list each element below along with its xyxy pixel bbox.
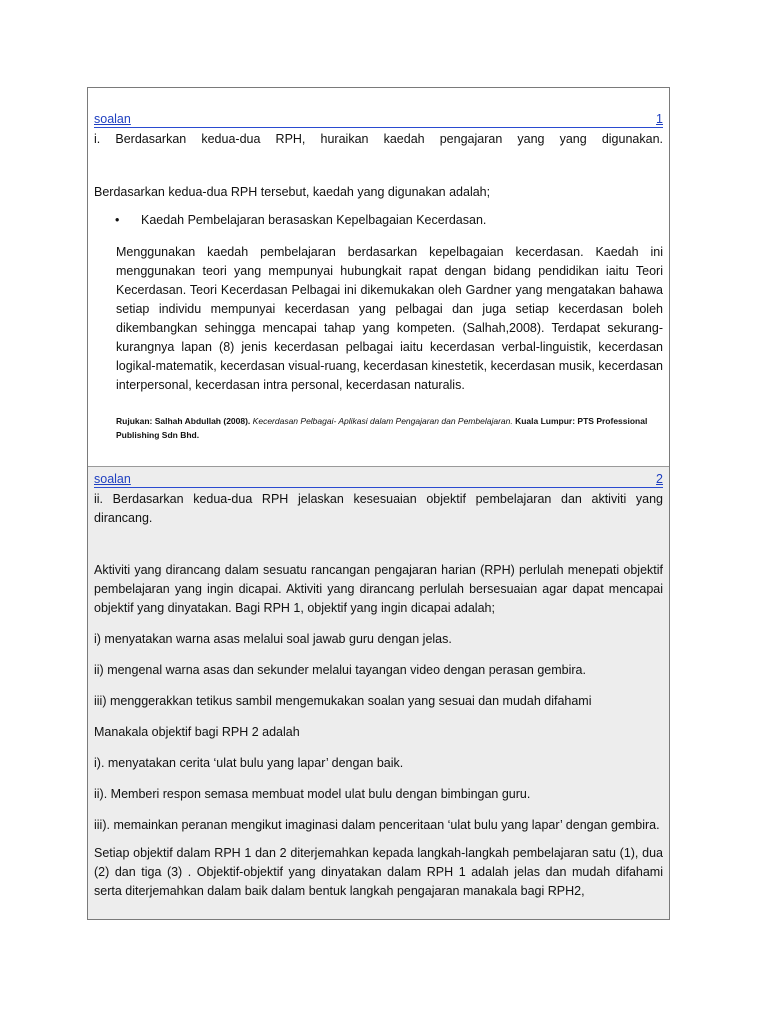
question-section-1 (88, 88, 669, 466)
objective-item: iii) menggerakkan tetikus sambil mengemukakan soalan yang sesuai dan mudah difahami (94, 694, 592, 708)
objective-item: i). menyatakan cerita ‘ulat bulu yang lapar’ dengan baik. (94, 756, 404, 770)
body-paragraph: Menggunakan kaedah pembelajaran berdasarkan kepelbagaian kecerdasan. Kaedah ini menggunakan teori yang mempunyai hubungkait rapat dengan bidang pendidikan iaitu Teori Kecerdasan. Teori Kecerdasan Pelbagai ini dikemukakan oleh Gardner yang mengatakan bahawa setiap individu mempunyai kecerdasan yang pelbagai dan juga setiap kecerdasan boleh dikembangkan sehingga mencapai tahap yang kompeten. (Salhah,2008). Terdapat sekurang-kurangnya lapan (8) jenis kecerdasan pelbagai iaitu kecerdasan verbal-linguistik, kecerdasan logikal-matematik, kecerdasan visual-ruang, kecerdasan kinestetik, kecerdasan musik, kecerdasan interpersonal, kecerdasan intra personal, kecerdasan naturalis. (116, 245, 663, 392)
reference-publisher: Kuala Lumpur: PTS Professional Publishing Sdn Bhd. (116, 416, 648, 440)
heading-number[interactable]: 2 (656, 472, 663, 486)
rph2-intro: Manakala objektif bagi RPH 2 adalah (94, 725, 300, 739)
reference-lead: Rujukan: Salhah Abdullah (2008). (116, 416, 251, 426)
heading-label[interactable]: soalan (94, 472, 131, 486)
section-heading-2 (94, 472, 663, 488)
document-page (87, 87, 670, 920)
question-text: ii. Berdasarkan kedua-dua RPH jelaskan kesesuaian objektif pembelajaran dan aktiviti yang dirancang. (94, 492, 663, 525)
question-text: i. Berdasarkan kedua-dua RPH, huraikan kaedah pengajaran yang yang digunakan. (94, 132, 663, 146)
objective-item: i) menyatakan warna asas melalui soal jawab guru dengan jelas. (94, 632, 452, 646)
reference-title: Kecerdasan Pelbagai- Aplikasi dalam Pengajaran dan Pembelajaran. (252, 416, 513, 426)
bullet-item (94, 211, 663, 230)
objective-item: ii). Memberi respon semasa membuat model ulat bulu dengan bimbingan guru. (94, 787, 531, 801)
body-paragraph: Aktiviti yang dirancang dalam sesuatu rancangan pengajaran harian (RPH) perlulah menepati objektif pembelajaran yang ingin dicapai. Aktiviti yang dirancang perlulah bersesuaian agar dapat mencapai objektif yang dinyatakan. Bagi RPH 1, objektif yang ingin dicapai adalah; (94, 563, 663, 615)
section-heading-1 (94, 112, 663, 128)
heading-label[interactable]: soalan (94, 112, 131, 126)
bullet-dot-icon: • (115, 213, 120, 227)
intro-text: Berdasarkan kedua-dua RPH tersebut, kaedah yang digunakan adalah; (94, 185, 491, 199)
objective-item: iii). memainkan peranan mengikut imaginasi dalam penceritaan ‘ulat bulu yang lapar’ dengan gembira. (94, 818, 660, 832)
heading-number[interactable]: 1 (656, 112, 663, 126)
body-paragraph: Setiap objektif dalam RPH 1 dan 2 diterjemahkan kepada langkah-langkah pembelajaran satu (1), dua (2) dan tiga (3) . Objektif-objektif yang dinyatakan dalam RPH 1 adalah jelas dan mudah difahami serta diterjemahkan dalam baik dalam bentuk langkah pengajaran manakala bagi RPH2, (94, 846, 663, 898)
objective-item: ii) mengenal warna asas dan sekunder melalui tayangan video dengan perasan gembira. (94, 663, 586, 677)
bullet-text: Kaedah Pembelajaran berasaskan Kepelbagaian Kecerdasan. (141, 213, 487, 227)
question-section-2 (88, 466, 669, 920)
reference (116, 414, 663, 442)
